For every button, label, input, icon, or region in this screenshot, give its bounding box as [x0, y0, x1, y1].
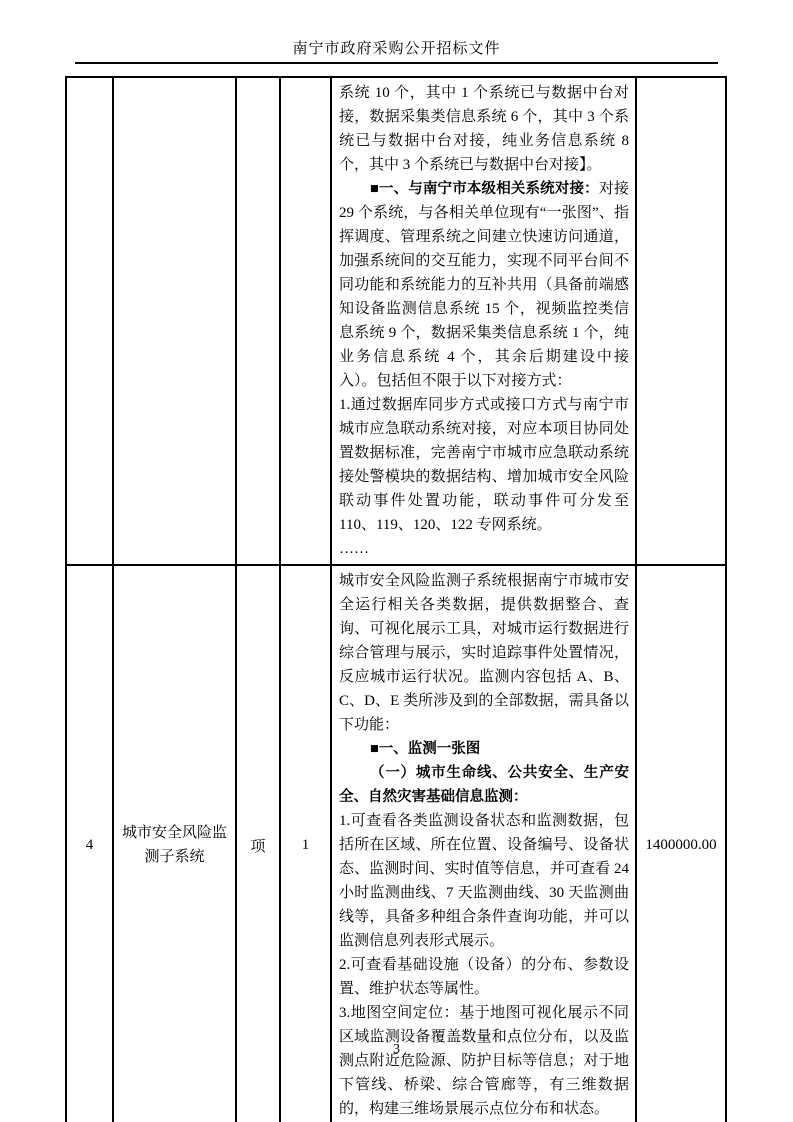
table-row-item-4	[66, 565, 726, 1122]
description-paragraph: ■一、监测一张图	[370, 741, 481, 757]
table-row-continuation	[66, 77, 726, 565]
description-paragraph: 3.地图空间定位：基于地图可视化展示不同区域监测设备覆盖数量和点位分布，以及监测点附近危险源、防护目标等信息；对于地下管线、桥梁、综合管廊等，有三维数据的，构建三维场景展示点位分布和状态。	[339, 1005, 629, 1117]
cell-sequence-number: 4	[66, 565, 113, 1122]
cell-price: 1400000.00	[636, 565, 726, 1122]
description-paragraph: 1.可查看各类监测设备状态和监测数据，包括所在区域、所在位置、设备编号、设备状态、监测时间、实时值等信息，并可查看 24 小时监测曲线、7 天监测曲线、30 天监测曲线等，具备多种组合条件查询功能，并可以监测信息列表形式展示。	[339, 813, 629, 949]
description-paragraph: ■一、与南宁市本级相关系统对接：对接 29 个系统，与各相关单位现有“一张图”、指挥调度、管理系统之间建立快速访问通道，加强系统间的交互能力，实现不同平台间不同功能和系统能力的互补共用（具备前端感知设备监测信息系统 15 个，视频监控类信息系统 9 个，数据采集类信息系统 1 个，纯业务信息系统 4 个，其余后期建设中接入）。包括但不限于以下对接方式：	[339, 181, 629, 389]
cell-sequence-number	[66, 77, 113, 565]
description-paragraph: 系统 10 个，其中 1 个系统已与数据中台对接，数据采集类信息系统 6 个，其中 3 个系统已与数据中台对接，纯业务信息系统 8 个，其中 3 个系统已与数据中台对接】。	[339, 85, 629, 173]
header-divider-line	[75, 62, 718, 64]
description-paragraph: 城市安全风险监测子系统根据南宁市城市安全运行相关各类数据，提供数据整合、查询、可视化展示工具，对城市运行数据进行综合管理与展示，实时追踪事件处置情况，反应城市运行状况。监测内容包括 A、B、C、D、E 类所涉及到的全部数据，需具备以下功能：	[339, 573, 629, 733]
page-number: 3	[393, 1042, 400, 1057]
description-paragraph: ……	[339, 541, 369, 557]
header-title: 南宁市政府采购公开招标文件	[292, 41, 501, 57]
description-paragraph: （一）城市生命线、公共安全、生产安全、自然灾害基础信息监测：	[339, 765, 629, 805]
cell-item-name	[113, 77, 236, 565]
description-paragraph: 1.通过数据库同步方式或接口方式与南宁市城市应急联动系统对接，对应本项目协同处置数据标准，完善南宁市城市应急联动系统接处警模块的数据结构、增加城市安全风险联动事件处置功能，联动事件可分发至 110、119、120、122 专网系统。	[339, 397, 629, 533]
cell-quantity: 1	[280, 565, 331, 1122]
cell-unit: 项	[236, 565, 280, 1122]
cell-unit	[236, 77, 280, 565]
cell-item-name: 城市安全风险监测子系统	[113, 565, 236, 1122]
cell-quantity	[280, 77, 331, 565]
cell-price	[636, 77, 726, 565]
cell-description	[331, 565, 636, 1122]
procurement-items-table	[65, 76, 727, 1122]
description-paragraph: 2.可查看基础设施（设备）的分布、参数设置、维护状态等属性。	[339, 957, 629, 997]
cell-description	[331, 77, 636, 565]
